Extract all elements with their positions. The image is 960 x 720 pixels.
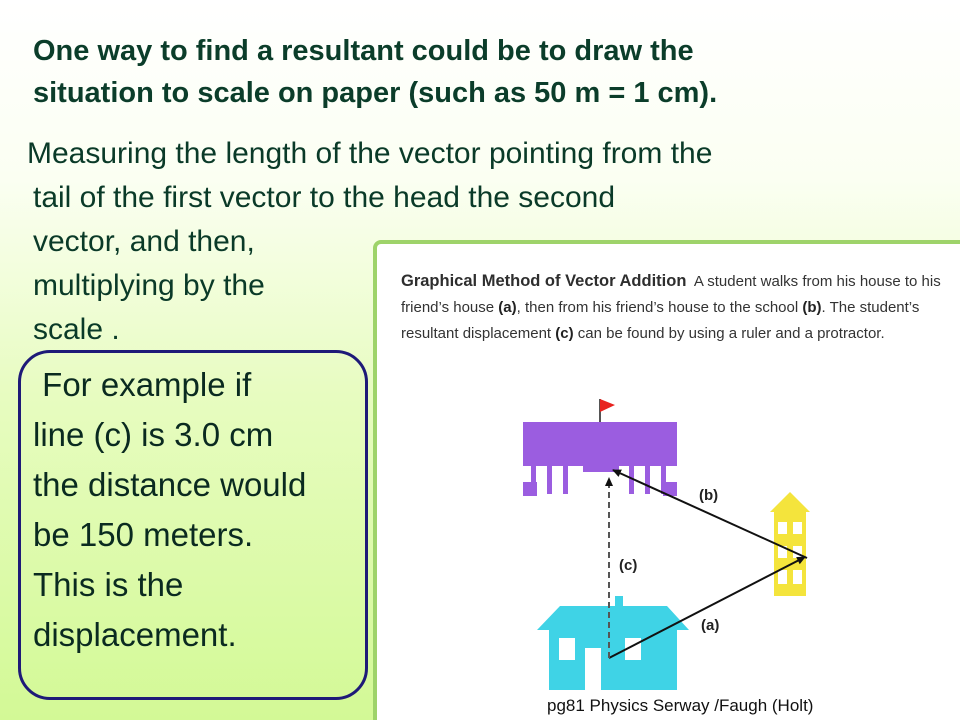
body-line-5: scale . — [33, 313, 120, 346]
body-line-1: Measuring the length of the vector pointing from the — [27, 137, 713, 170]
slide-heading — [33, 30, 933, 114]
figure-credit: pg81 Physics Serway /Faugh (Holt) — [547, 696, 814, 715]
figure-caption-text-d: can be found by using a ruler and a protractor. — [573, 325, 885, 342]
student-house-icon — [537, 596, 689, 690]
example-line-6: displacement. — [33, 616, 237, 653]
body-line-4: multiplying by the — [33, 269, 265, 302]
example-text — [33, 360, 373, 660]
vector-b-label: (b) — [699, 487, 719, 504]
figure-caption-label-c: (c) — [555, 325, 574, 342]
figure-caption-label-a: (a) — [498, 299, 517, 316]
vector-diagram — [377, 244, 960, 720]
example-line-1: For example if — [33, 366, 252, 403]
figure-caption-text-c: . The student’s resultant displacement — [401, 299, 920, 342]
school-building-icon — [523, 399, 677, 496]
example-line-4: be 150 meters. — [33, 516, 254, 553]
vector-a-label: (a) — [701, 617, 720, 634]
figure-caption-text-a: A student walks from his house to his friend’s house — [401, 273, 941, 316]
example-line-5: This is the — [33, 566, 184, 603]
figure-caption-text-b: , then from his friend’s house to the school — [516, 299, 803, 316]
vector-c-label: (c) — [619, 557, 638, 574]
figure-caption-label-b: (b) — [802, 299, 822, 316]
body-line-2: tail of the first vector to the head the second — [33, 181, 616, 214]
heading-line-2: situation to scale on paper (such as 50 m = 1 cm). — [33, 77, 718, 109]
example-line-2: line (c) is 3.0 cm — [33, 416, 274, 453]
heading-line-1: One way to find a resultant could be to draw the — [33, 35, 694, 67]
example-line-3: the distance would — [33, 466, 307, 503]
body-line-3: vector, and then, — [33, 225, 255, 258]
flag-icon — [600, 399, 615, 412]
figure-caption-title: Graphical Method of Vector Addition — [401, 272, 687, 290]
textbook-figure — [373, 240, 960, 720]
